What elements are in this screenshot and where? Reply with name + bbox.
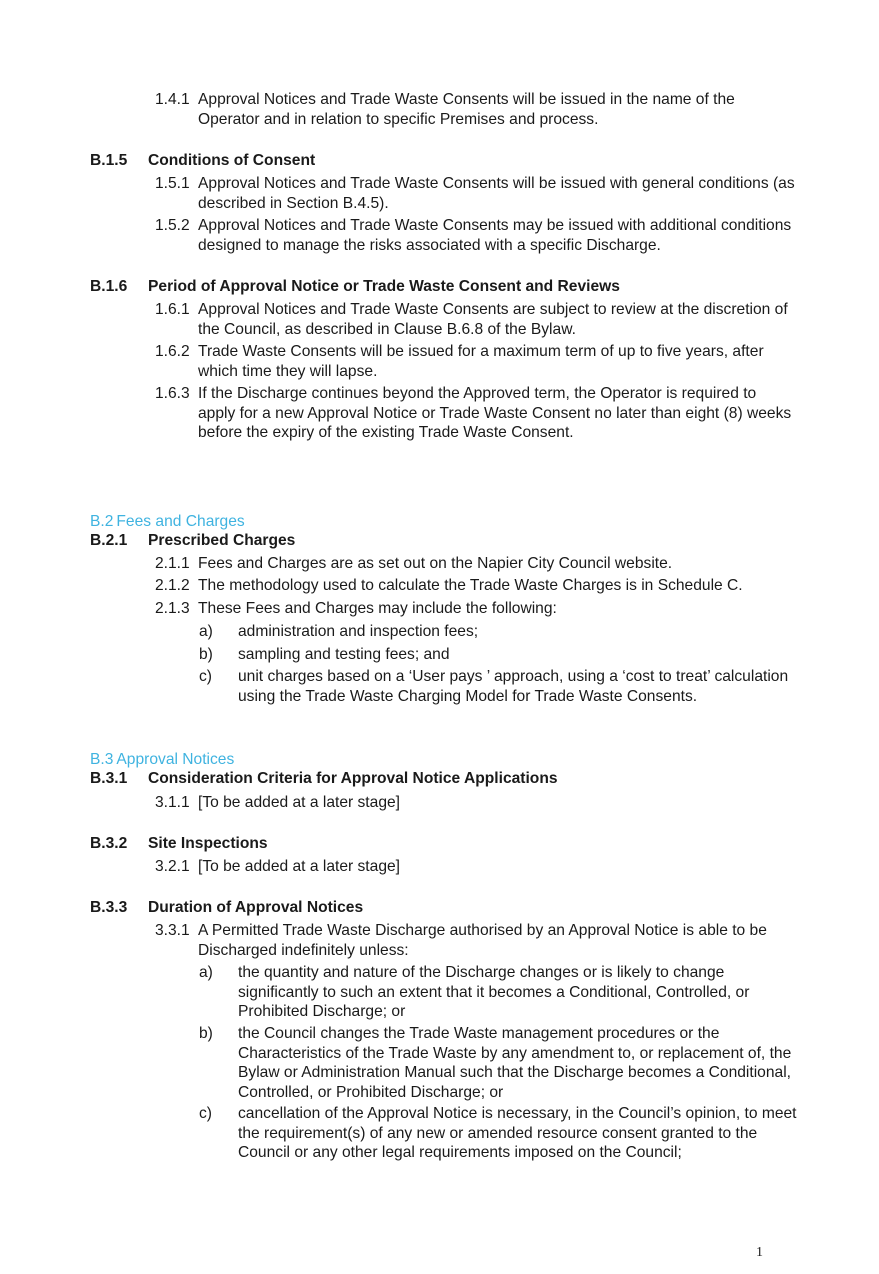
clause-text: These Fees and Charges may include the following: [198, 600, 557, 617]
clause-text: Approval Notices and Trade Waste Consents will be issued in the name of the Operator and in relation to specific Premises and process. [198, 91, 735, 128]
section-title: Period of Approval Notice or Trade Waste Consent and Reviews [148, 278, 620, 295]
section-number: B.1.6 [90, 278, 128, 295]
list-item-text: administration and inspection fees; [238, 623, 479, 640]
section-number: B.2.1 [90, 532, 128, 549]
list-item [199, 1024, 799, 1102]
clause [155, 174, 795, 213]
section-title: Consideration Criteria for Approval Notice Applications [148, 770, 558, 787]
clause [155, 857, 795, 877]
section-title: Prescribed Charges [148, 532, 296, 549]
section-number: B.3.3 [90, 899, 128, 916]
list-item [199, 1104, 799, 1163]
list-item-label: c) [199, 668, 212, 685]
clause [155, 90, 795, 129]
chapter-heading [90, 750, 234, 770]
list-item [199, 667, 799, 706]
clause [155, 576, 795, 596]
clause-text: If the Discharge continues beyond the Approved term, the Operator is required to apply for a new Approval Notice or Trade Waste Consent no later than eight (8) weeks before the expiry of the existing Trade Waste Consent. [198, 385, 792, 441]
clause-number: 1.5.2 [155, 217, 190, 234]
list-item-label: a) [199, 623, 213, 640]
clause-text: Trade Waste Consents will be issued for a maximum term of up to five years, after which time they will lapse. [198, 343, 764, 380]
clause-text: [To be added at a later stage] [198, 794, 400, 811]
chapter-title: Fees and Charges [116, 513, 245, 530]
clause-number: 1.5.1 [155, 175, 190, 192]
list-item-label: b) [199, 646, 213, 663]
clause-number: 2.1.1 [155, 555, 190, 572]
section-number: B.1.5 [90, 152, 128, 169]
section-title: Conditions of Consent [148, 152, 316, 169]
clause-number: 1.6.3 [155, 385, 190, 402]
list-item [199, 622, 799, 642]
clause-number: 3.2.1 [155, 858, 190, 875]
clause-number: 2.1.3 [155, 600, 190, 617]
section-title: Site Inspections [148, 835, 268, 852]
clause-number: 1.6.1 [155, 301, 190, 318]
list-item-text: sampling and testing fees; and [238, 646, 450, 663]
clause [155, 300, 795, 339]
list-item-label: a) [199, 964, 213, 981]
clause-number: 1.6.2 [155, 343, 190, 360]
clause-text: The methodology used to calculate the Trade Waste Charges is in Schedule C. [198, 577, 743, 594]
chapter-number: B.2 [90, 513, 114, 530]
clause-number: 2.1.2 [155, 577, 190, 594]
chapter-title: Approval Notices [116, 751, 235, 768]
section-number: B.3.2 [90, 835, 128, 852]
section-number: B.3.1 [90, 770, 128, 787]
chapter-heading [90, 512, 245, 532]
clause-text: Approval Notices and Trade Waste Consents may be issued with additional conditions designed to manage the risks associated with a specific Discharge. [198, 217, 792, 254]
chapter-number: B.3 [90, 751, 114, 768]
clause [155, 384, 795, 443]
clause-number: 3.1.1 [155, 794, 190, 811]
clause-text: A Permitted Trade Waste Discharge authorised by an Approval Notice is able to be Discharged indefinitely unless: [198, 922, 767, 959]
clause-text: [To be added at a later stage] [198, 858, 400, 875]
list-item [199, 645, 799, 665]
clause-number: 3.3.1 [155, 922, 190, 939]
list-item-label: c) [199, 1105, 212, 1122]
clause-text: Fees and Charges are as set out on the Napier City Council website. [198, 555, 673, 572]
section-title: Duration of Approval Notices [148, 899, 364, 916]
list-item-label: b) [199, 1025, 213, 1042]
clause [155, 793, 795, 813]
clause-number: 1.4.1 [155, 91, 190, 108]
page-number: 1 [756, 1245, 763, 1260]
clause [155, 554, 795, 574]
list-item-text: unit charges based on a ‘User pays ’ approach, using a ‘cost to treat’ calculation using the Trade Waste Charging Model for Trade Waste Consents. [238, 668, 789, 705]
list-item-text: the quantity and nature of the Discharge changes or is likely to change significantly to such an extent that it becomes a Conditional, Controlled, or Prohibited Discharge; or [238, 964, 750, 1020]
list-item-text: cancellation of the Approval Notice is necessary, in the Council’s opinion, to meet the requirement(s) of any new or amended resource consent granted to the Council or any other legal requirements imposed on the Council; [238, 1105, 797, 1161]
clause [155, 342, 795, 381]
clause [155, 599, 795, 619]
clause-text: Approval Notices and Trade Waste Consents are subject to review at the discretion of the Council, as described in Clause B.6.8 of the Bylaw. [198, 301, 788, 338]
clause [155, 921, 795, 960]
clause [155, 216, 795, 255]
list-item-text: the Council changes the Trade Waste management procedures or the Characteristics of the Trade Waste by any amendment to, or replacement of, the Bylaw or Administration Manual such that the Discharge becomes a Conditional, Controlled, or Prohibited Discharge; or [238, 1025, 792, 1101]
list-item [199, 963, 799, 1022]
clause-text: Approval Notices and Trade Waste Consents will be issued with general conditions (as described in Section B.4.5). [198, 175, 795, 212]
